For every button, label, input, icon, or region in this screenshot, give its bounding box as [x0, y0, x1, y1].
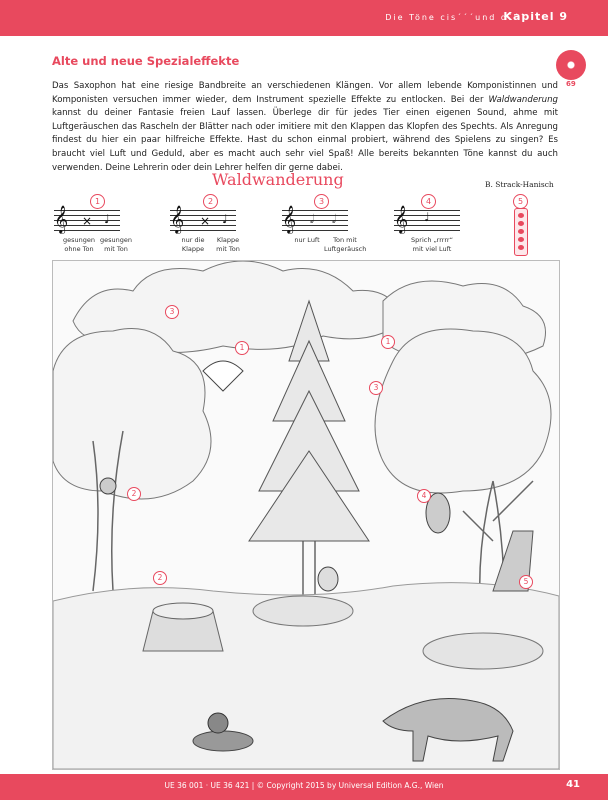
- effect-2-label-a: nur die Klappe: [181, 236, 205, 253]
- illustration-marker-5: 5: [519, 575, 533, 589]
- fingering-chart-icon: [514, 208, 528, 256]
- effect-marker-1: 1: [90, 194, 105, 209]
- piece-title: Waldwanderung: [212, 170, 344, 189]
- staff-effect-1: [54, 205, 120, 233]
- chapter-title: Kapitel 9: [503, 10, 568, 23]
- effect-marker-3: 3: [314, 194, 329, 209]
- staff-effect-4: [394, 205, 460, 233]
- quarter-note-icon: ♩: [222, 212, 228, 226]
- composer-name: B. Strack-Hanisch: [485, 180, 554, 189]
- effect-marker-5: 5: [513, 194, 528, 209]
- half-note-icon: 𝅗𝅥: [310, 212, 314, 226]
- treble-clef-icon: 𝄞: [282, 205, 297, 233]
- tremolo-note-icon: ♩: [424, 210, 430, 224]
- effect-4-label-a: Sprich „rrrrr“ mit viel Luft: [411, 236, 453, 253]
- effect-3-label-a: nur Luft: [294, 236, 320, 244]
- header-bar: [0, 0, 608, 36]
- illustration-marker-3b: 3: [369, 381, 383, 395]
- forest-illustration: [52, 260, 560, 770]
- illustration-marker-4: 4: [417, 489, 431, 503]
- footer-bar: [0, 774, 608, 800]
- section-heading: Alte und neue Spezialeffekte: [52, 54, 240, 68]
- illustration-marker-1: 1: [235, 341, 249, 355]
- intro-paragraph: [52, 80, 558, 175]
- treble-clef-icon: 𝄞: [170, 205, 185, 233]
- forest-drawing: [53, 261, 559, 769]
- staff-effect-2: [170, 205, 236, 233]
- quarter-note-icon: ♩: [104, 212, 110, 226]
- staff-effect-3: [282, 205, 348, 233]
- paragraph-part-1: Das Saxophon hat eine riesige Bandbreite an verschiedenen Klängen. Vor allem lebende Komponistinnen und Komponisten versuchen immer wieder, dem Instrument spezielle Effekte zu entlocken. Bei der: [52, 81, 558, 105]
- illustration-marker-2: 2: [127, 487, 141, 501]
- effect-marker-2: 2: [203, 194, 218, 209]
- cd-track-icon[interactable]: [556, 50, 586, 80]
- paragraph-emphasis: Waldwanderung: [488, 94, 558, 105]
- illustration-marker-2b: 2: [153, 571, 167, 585]
- x-notehead-icon: ×: [82, 214, 93, 228]
- effect-1-label-b: gesungen mit Ton: [100, 236, 132, 253]
- treble-clef-icon: 𝄞: [54, 205, 69, 233]
- treble-clef-icon: 𝄞: [394, 205, 409, 233]
- illustration-marker-1b: 1: [381, 335, 395, 349]
- half-note-icon: 𝅗𝅥: [332, 212, 336, 226]
- copyright-text: UE 36 001 · UE 36 421 | © Copyright 2015 by Universal Edition A.G., Wien: [164, 781, 444, 790]
- paragraph-part-2: kannst du deiner Fantasie freien Lauf lassen. Überlege dir für jedes Tier einen eigenen Sound, ahme mit Luftgeräuschen das Rascheln der Blätter nach oder imitiere mit den Klappen das Klopfen des Spechts. Als Anregung findest du hier ein paar hilfreiche Effekte. Hast du schon einmal probiert, während des Spielens zu singen? Es braucht viel Luft und Geduld, aber es macht auch sehr viel Spaß! Alle bereits bekannten Töne kannst du auch verwenden. Deine Lehrerin oder dein Lehrer helfen dir gerne dabei.: [52, 108, 558, 173]
- page-number: 41: [566, 779, 580, 790]
- x-notehead-icon: ×: [200, 214, 211, 228]
- effect-2-label-b: Klappe mit Ton: [216, 236, 240, 253]
- effect-3-label-b: Ton mit Luftgeräusch: [324, 236, 367, 253]
- track-number: 69: [566, 80, 576, 88]
- effect-marker-4: 4: [421, 194, 436, 209]
- section-title: Die Töne cis´´´und d´´´: [385, 13, 526, 22]
- illustration-marker-3: 3: [165, 305, 179, 319]
- effect-1-label-a: gesungen ohne Ton: [63, 236, 95, 253]
